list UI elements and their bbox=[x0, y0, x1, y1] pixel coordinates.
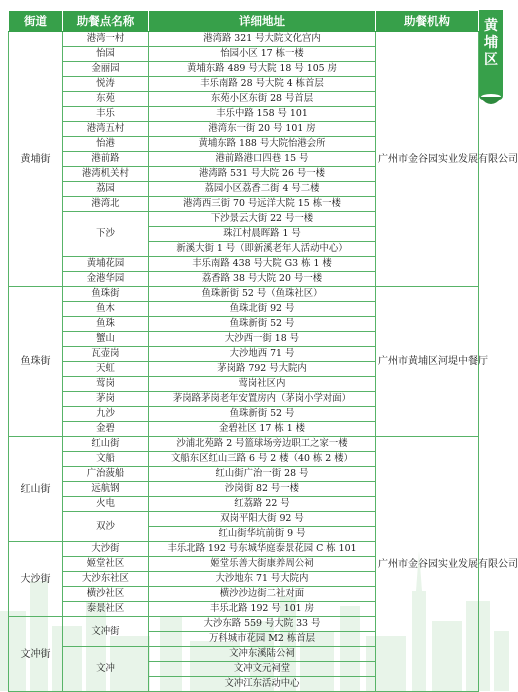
street-cell: 文冲街 bbox=[9, 617, 63, 692]
address-cell: 港湾西三街 70 号远洋大院 15 栋一楼 bbox=[149, 197, 376, 212]
address-cell: 大沙西一街 18 号 bbox=[149, 332, 376, 347]
address-cell: 港湾路 321 号大院文化宫内 bbox=[149, 32, 376, 47]
point-name-cell: 远航钢 bbox=[63, 482, 149, 497]
point-name-cell: 港湾五村 bbox=[63, 122, 149, 137]
header-address: 详细地址 bbox=[149, 11, 376, 32]
point-name-cell: 双沙 bbox=[63, 512, 149, 542]
address-cell: 沙浦北苑路 2 号篮球场旁边职工之家一楼 bbox=[149, 437, 376, 452]
address-cell: 下沙景云大街 22 号一楼 bbox=[149, 212, 376, 227]
point-name-cell: 茅岗 bbox=[63, 392, 149, 407]
point-name-cell: 天虹 bbox=[63, 362, 149, 377]
address-cell: 鱼珠新街 52 号 bbox=[149, 407, 376, 422]
organization-cell: 广州市金谷园实业发展有限公司 bbox=[376, 32, 479, 287]
address-cell: 丰乐南路 28 号大院 4 栋首层 bbox=[149, 77, 376, 92]
point-name-cell: 泰景社区 bbox=[63, 602, 149, 617]
address-cell: 文冲江东活动中心 bbox=[149, 677, 376, 692]
point-name-cell: 文冲街 bbox=[63, 617, 149, 647]
point-name-cell: 怡港 bbox=[63, 137, 149, 152]
point-name-cell: 文船 bbox=[63, 452, 149, 467]
point-name-cell: 港湾一村 bbox=[63, 32, 149, 47]
point-name-cell: 姬堂社区 bbox=[63, 557, 149, 572]
address-cell: 港前路港口四巷 15 号 bbox=[149, 152, 376, 167]
address-cell: 东苑小区东街 28 号首层 bbox=[149, 92, 376, 107]
address-cell: 红山街广治一街 28 号 bbox=[149, 467, 376, 482]
address-cell: 珠江村晨晖路 1 号 bbox=[149, 227, 376, 242]
point-name-cell: 港湾北 bbox=[63, 197, 149, 212]
address-cell: 茅岗路 792 号大院内 bbox=[149, 362, 376, 377]
address-cell: 大沙地西 71 号 bbox=[149, 347, 376, 362]
address-cell: 大沙东路 559 号大院 33 号 bbox=[149, 617, 376, 632]
street-cell: 鱼珠街 bbox=[9, 287, 63, 437]
address-cell: 沙岗街 82 号一楼 bbox=[149, 482, 376, 497]
header-organization: 助餐机构 bbox=[376, 11, 479, 32]
address-cell: 丰乐南路 438 号大院 G3 栋 1 楼 bbox=[149, 257, 376, 272]
point-name-cell: 金港华园 bbox=[63, 272, 149, 287]
address-cell: 文冲文元祠堂 bbox=[149, 662, 376, 677]
point-name-cell: 港湾机关村 bbox=[63, 167, 149, 182]
address-cell: 港湾路 531 号大院 26 号一楼 bbox=[149, 167, 376, 182]
district-tag bbox=[479, 10, 503, 100]
address-cell: 荔香路 38 号大院 20 号一楼 bbox=[149, 272, 376, 287]
meal-point-table bbox=[8, 10, 518, 692]
point-name-cell: 大沙东社区 bbox=[63, 572, 149, 587]
address-cell: 红荔路 22 号 bbox=[149, 497, 376, 512]
address-cell: 鱼珠新街 52 号（鱼珠社区） bbox=[149, 287, 376, 302]
table-body bbox=[9, 32, 518, 692]
address-cell: 文船东区红山三路 6 号 2 楼（40 栋 2 楼） bbox=[149, 452, 376, 467]
address-cell: 丰乐中路 158 号 101 bbox=[149, 107, 376, 122]
table-row bbox=[9, 287, 479, 302]
point-name-cell: 怡园 bbox=[63, 47, 149, 62]
point-name-cell: 红山街 bbox=[63, 437, 149, 452]
address-cell: 丰乐北路 192 号东城华庭泰景花园 C 栋 101 bbox=[149, 542, 376, 557]
address-cell: 大沙地东 71 号大院内 bbox=[149, 572, 376, 587]
address-cell: 双岗平阳大街 92 号 bbox=[149, 512, 376, 527]
address-cell: 文冲东溪陆公祠 bbox=[149, 647, 376, 662]
point-name-cell: 瓦壶岗 bbox=[63, 347, 149, 362]
point-name-cell: 丰乐 bbox=[63, 107, 149, 122]
point-name-cell: 鱼珠 bbox=[63, 317, 149, 332]
address-cell: 鱼珠北街 92 号 bbox=[149, 302, 376, 317]
address-cell: 万科城市花园 M2 栋首层 bbox=[149, 632, 376, 647]
point-name-cell: 东苑 bbox=[63, 92, 149, 107]
point-name-cell: 鱼木 bbox=[63, 302, 149, 317]
street-cell: 黄埔街 bbox=[9, 32, 63, 287]
header-point-name: 助餐点名称 bbox=[63, 11, 149, 32]
organization-cell: 广州市黄埔区河堤中餐厅 bbox=[376, 287, 479, 437]
point-name-cell: 莺岗 bbox=[63, 377, 149, 392]
point-name-cell: 悦涛 bbox=[63, 77, 149, 92]
address-cell: 金碧社区 17 栋 1 楼 bbox=[149, 422, 376, 437]
point-name-cell: 金丽园 bbox=[63, 62, 149, 77]
address-cell: 姬堂乐善大街康养周公祠 bbox=[149, 557, 376, 572]
point-name-cell: 荔园 bbox=[63, 182, 149, 197]
address-cell: 丰乐北路 192 号 101 房 bbox=[149, 602, 376, 617]
address-cell: 港湾东一街 20 号 101 房 bbox=[149, 122, 376, 137]
street-cell: 红山街 bbox=[9, 437, 63, 542]
rice-bowl-icon bbox=[477, 93, 505, 107]
point-name-cell: 金碧 bbox=[63, 422, 149, 437]
point-name-cell: 鱼珠街 bbox=[63, 287, 149, 302]
organization-cell: 广州市金谷园实业发展有限公司 bbox=[376, 437, 479, 692]
point-name-cell: 横沙社区 bbox=[63, 587, 149, 602]
address-cell: 横沙沙边街二社对面 bbox=[149, 587, 376, 602]
point-name-cell: 大沙街 bbox=[63, 542, 149, 557]
meal-point-table-wrapper bbox=[8, 10, 518, 692]
address-cell: 鱼珠新街 52 号 bbox=[149, 317, 376, 332]
point-name-cell: 火电 bbox=[63, 497, 149, 512]
point-name-cell: 港前路 bbox=[63, 152, 149, 167]
point-name-cell: 黄埔花园 bbox=[63, 257, 149, 272]
district-tag-label: 黄埔区 bbox=[484, 18, 498, 68]
address-cell: 黄埔东路 188 号大院怡港会所 bbox=[149, 137, 376, 152]
table-header-row bbox=[9, 11, 479, 32]
address-cell: 黄埔东路 489 号大院 18 号 105 房 bbox=[149, 62, 376, 77]
address-cell: 茅岗路茅岗老年安置房内（茅岗小学对面） bbox=[149, 392, 376, 407]
address-cell: 红山街华坑前街 9 号 bbox=[149, 527, 376, 542]
address-cell: 莺岗社区内 bbox=[149, 377, 376, 392]
address-cell: 怡园小区 17 栋一楼 bbox=[149, 47, 376, 62]
table-row bbox=[9, 32, 479, 47]
point-name-cell: 文冲 bbox=[63, 647, 149, 692]
address-cell: 新溪大街 1 号（即新溪老年人活动中心） bbox=[149, 242, 376, 257]
street-cell: 大沙街 bbox=[9, 542, 63, 617]
header-street: 街道 bbox=[9, 11, 63, 32]
address-cell: 荔园小区荔香二街 4 号二楼 bbox=[149, 182, 376, 197]
point-name-cell: 九沙 bbox=[63, 407, 149, 422]
table-row bbox=[9, 437, 479, 452]
point-name-cell: 广治菠船 bbox=[63, 467, 149, 482]
point-name-cell: 蟹山 bbox=[63, 332, 149, 347]
point-name-cell: 下沙 bbox=[63, 212, 149, 257]
